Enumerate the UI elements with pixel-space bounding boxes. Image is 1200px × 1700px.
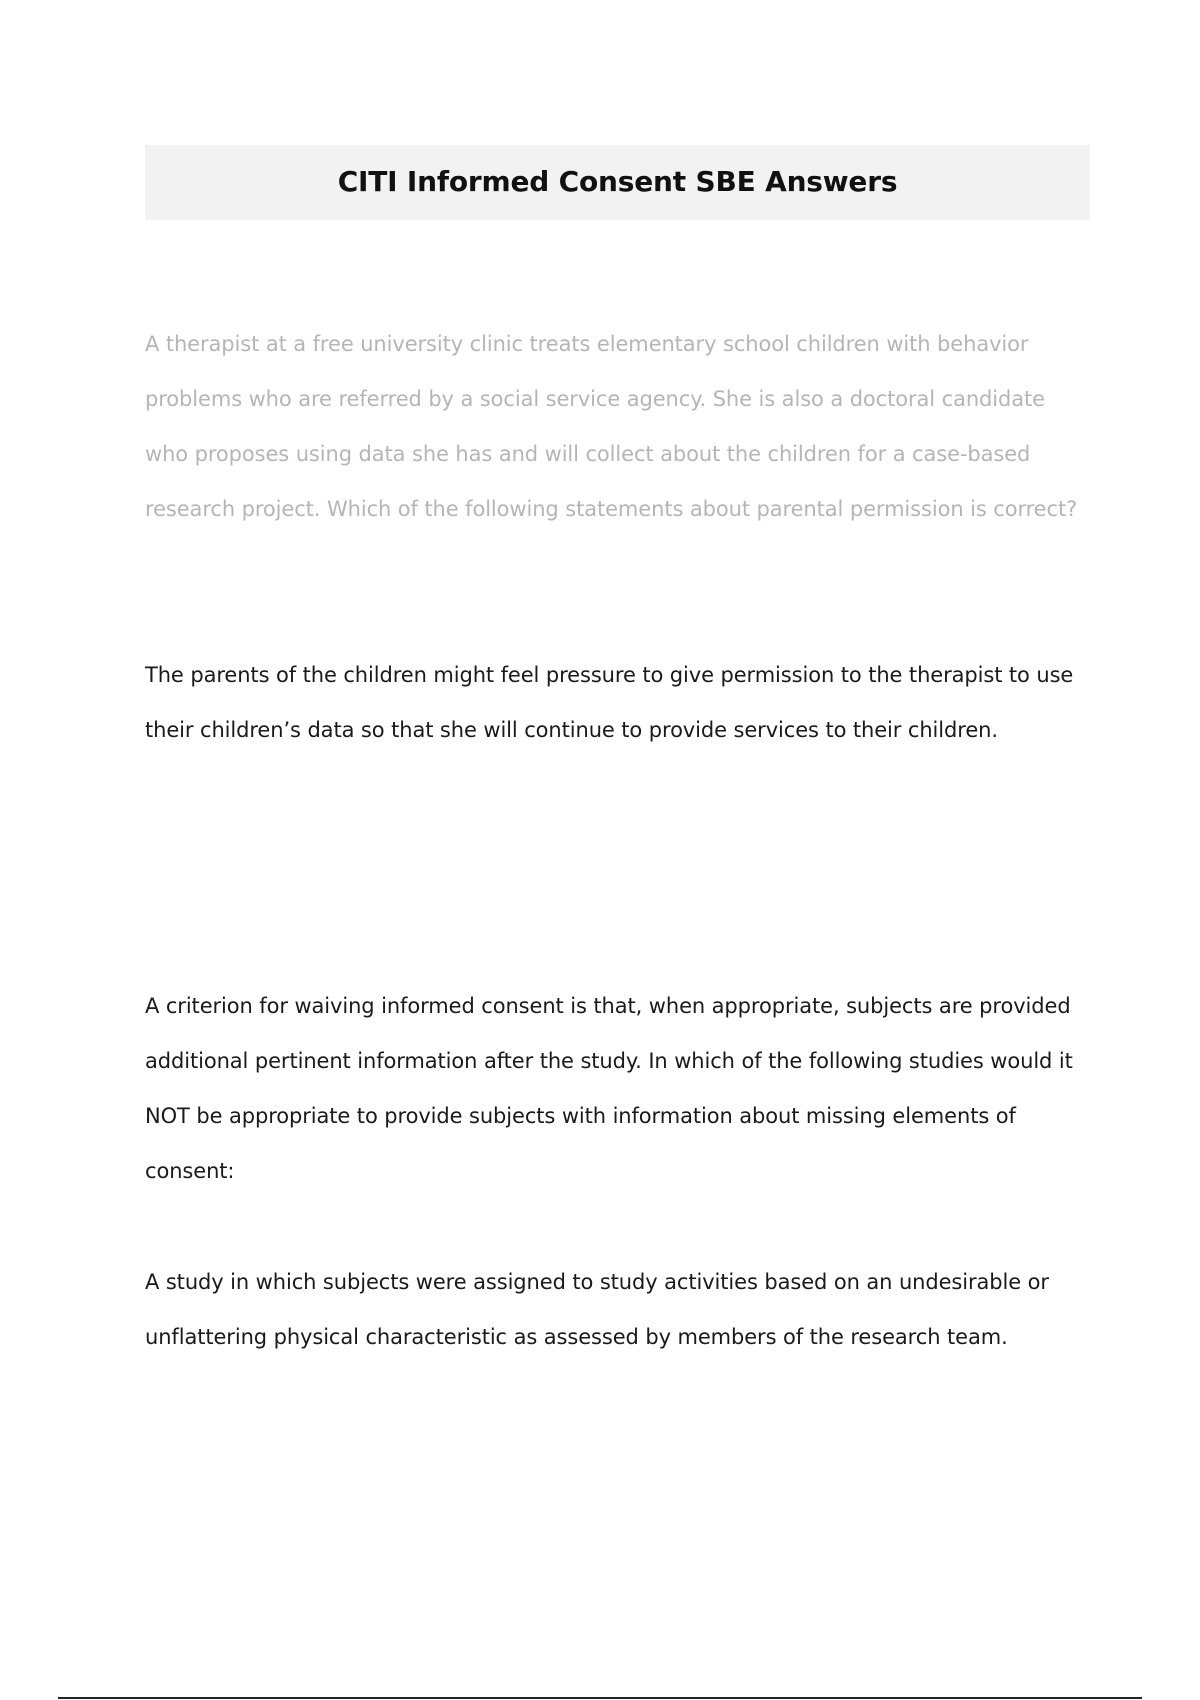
question-1-text: A therapist at a free university clinic treats elementary school children with behavior problems who are referred by a social service agency. She is also a doctoral candidate who proposes using data she has and will collect about the children for a case-based research project. Which of the following statements about parental permission is correct?: [145, 332, 1078, 521]
page-title: CITI Informed Consent SBE Answers: [337, 165, 898, 198]
title-banner: [145, 145, 1090, 220]
answer-1-text: The parents of the children might feel pressure to give permission to the therapist to use their children’s data so that she will continue to provide services to their children.: [145, 663, 1074, 742]
answer-2-text: A study in which subjects were assigned to study activities based on an undesirable or unflattering physical characteristic as assessed by members of the research team.: [145, 1270, 1049, 1349]
page-bottom-divider: [58, 1697, 1142, 1699]
question-2-text: A criterion for waiving informed consent is that, when appropriate, subjects are provided additional pertinent information after the study. In which of the following studies would it NOT be appropriate to provide subjects with information about missing elements of consent:: [145, 994, 1073, 1183]
